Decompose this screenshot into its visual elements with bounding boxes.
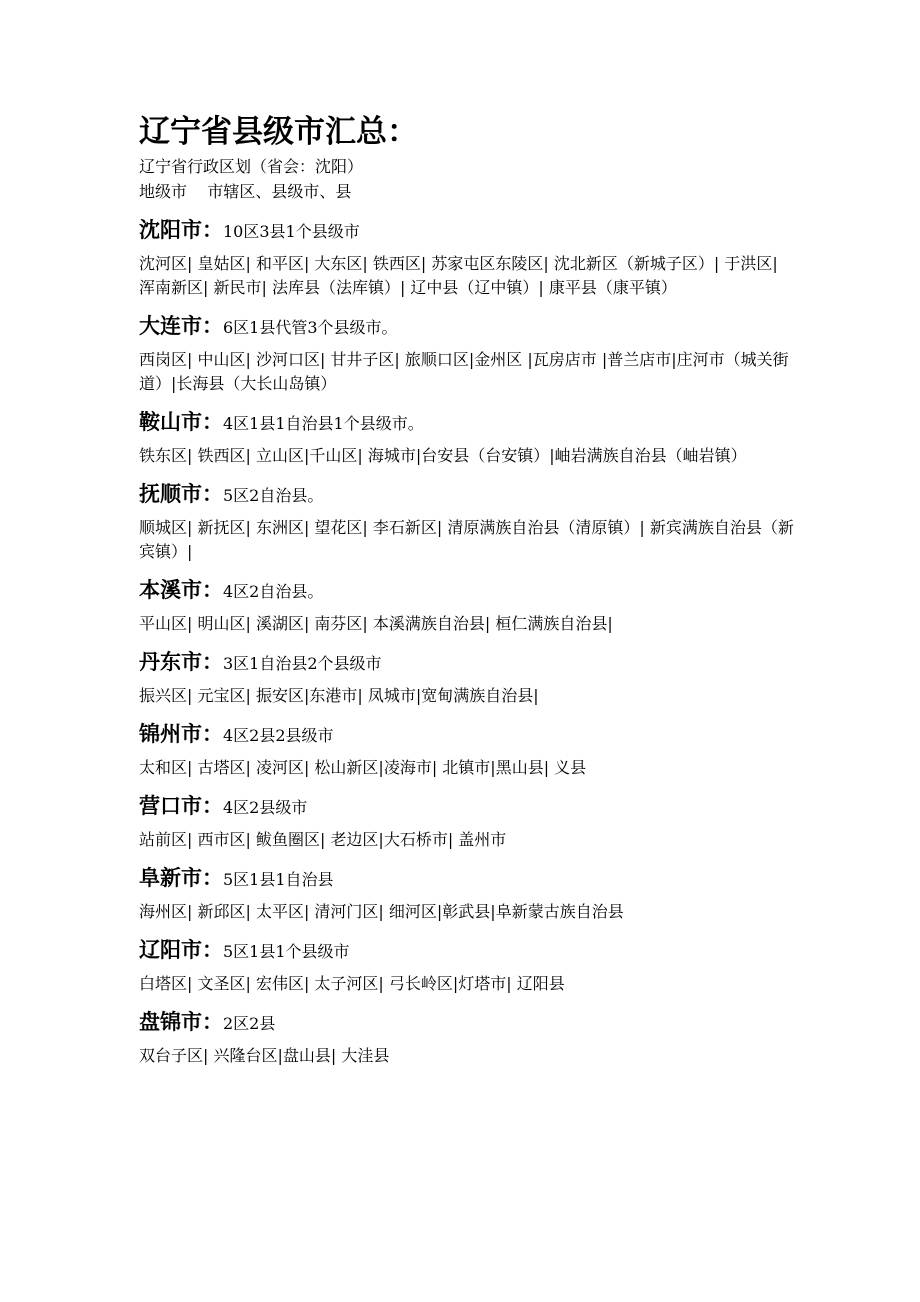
city-name: 辽阳市： [139, 938, 223, 962]
city-districts: 海州区| 新邱区| 太平区| 清河门区| 细河区|彰武县|阜新蒙古族自治县 [139, 902, 624, 921]
city-heading [139, 478, 794, 510]
city-districts: 顺城区| 新抚区| 东洲区| 望花区| 李石新区| 清原满族自治县（清原镇）| 新宾满族自治县（新宾镇）| [139, 518, 794, 561]
city-section-dalian [139, 310, 794, 396]
city-section-anshan [139, 406, 794, 468]
city-summary: 2区2县 [223, 1014, 276, 1033]
city-section-shenyang [139, 214, 794, 300]
city-summary: 5区2自治县。 [223, 486, 324, 505]
city-districts: 平山区| 明山区| 溪湖区| 南芬区| 本溪满族自治县| 桓仁满族自治县| [139, 614, 613, 633]
city-name: 丹东市： [139, 650, 223, 674]
city-summary: 10区3县1个县级市 [223, 222, 360, 241]
city-heading [139, 406, 794, 438]
document-page [139, 110, 794, 1068]
city-summary: 4区1县1自治县1个县级市。 [223, 414, 424, 433]
city-name: 鞍山市： [139, 410, 223, 434]
city-section-benxi [139, 574, 794, 636]
city-section-fushun [139, 478, 794, 564]
city-summary: 4区2自治县。 [223, 582, 324, 601]
intro-line-legend: 地级市 市辖区、县级市、县 [139, 182, 352, 201]
city-name: 锦州市： [139, 722, 223, 746]
city-districts: 白塔区| 文圣区| 宏伟区| 太子河区| 弓长岭区|灯塔市| 辽阳县 [139, 974, 565, 993]
city-name: 沈阳市： [139, 218, 223, 242]
city-summary: 3区1自治县2个县级市 [223, 654, 382, 673]
city-section-liaoyang [139, 934, 794, 996]
city-heading [139, 214, 794, 246]
city-heading [139, 1006, 794, 1038]
city-heading [139, 790, 794, 822]
city-heading [139, 574, 794, 606]
city-summary: 5区1县1自治县 [223, 870, 334, 889]
city-heading [139, 862, 794, 894]
city-heading [139, 646, 794, 678]
city-districts: 太和区| 古塔区| 凌河区| 松山新区|凌海市| 北镇市|黑山县| 义县 [139, 758, 587, 777]
city-name: 盘锦市： [139, 1010, 223, 1034]
city-summary: 5区1县1个县级市 [223, 942, 350, 961]
document-title: 辽宁省县级市汇总： [139, 114, 418, 150]
city-name: 抚顺市： [139, 482, 223, 506]
city-summary: 4区2县级市 [223, 798, 308, 817]
city-summary: 4区2县2县级市 [223, 726, 334, 745]
city-name: 大连市： [139, 314, 223, 338]
city-heading [139, 310, 794, 342]
city-section-fuxin [139, 862, 794, 924]
city-section-yingkou [139, 790, 794, 852]
city-name: 营口市： [139, 794, 223, 818]
city-summary: 6区1县代管3个县级市。 [223, 318, 398, 337]
city-districts: 西岗区| 中山区| 沙河口区| 甘井子区| 旅顺口区|金州区 |瓦房店市 |普兰店市|庄河市（城关街道）|长海县（大长山岛镇） [139, 350, 789, 393]
city-districts: 振兴区| 元宝区| 振安区|东港市| 凤城市|宽甸满族自治县| [139, 686, 539, 705]
city-districts: 沈河区| 皇姑区| 和平区| 大东区| 铁西区| 苏家屯区东陵区| 沈北新区（新城子区）| 于洪区| 浑南新区| 新民市| 法库县（法库镇）| 辽中县（辽中镇）| 康平县（康平镇） [139, 254, 778, 297]
city-name: 阜新市： [139, 866, 223, 890]
city-heading [139, 718, 794, 750]
city-districts: 铁东区| 铁西区| 立山区|千山区| 海城市|台安县（台安镇）|岫岩满族自治县（岫岩镇） [139, 446, 747, 465]
city-heading [139, 934, 794, 966]
intro-line-capital: 辽宁省行政区划（省会：沈阳） [139, 157, 364, 176]
city-section-panjin [139, 1006, 794, 1068]
city-section-dandong [139, 646, 794, 708]
city-districts: 双台子区| 兴隆台区|盘山县| 大洼县 [139, 1046, 390, 1065]
city-districts: 站前区| 西市区| 鲅鱼圈区| 老边区|大石桥市| 盖州市 [139, 830, 507, 849]
city-name: 本溪市： [139, 578, 223, 602]
city-section-jinzhou [139, 718, 794, 780]
